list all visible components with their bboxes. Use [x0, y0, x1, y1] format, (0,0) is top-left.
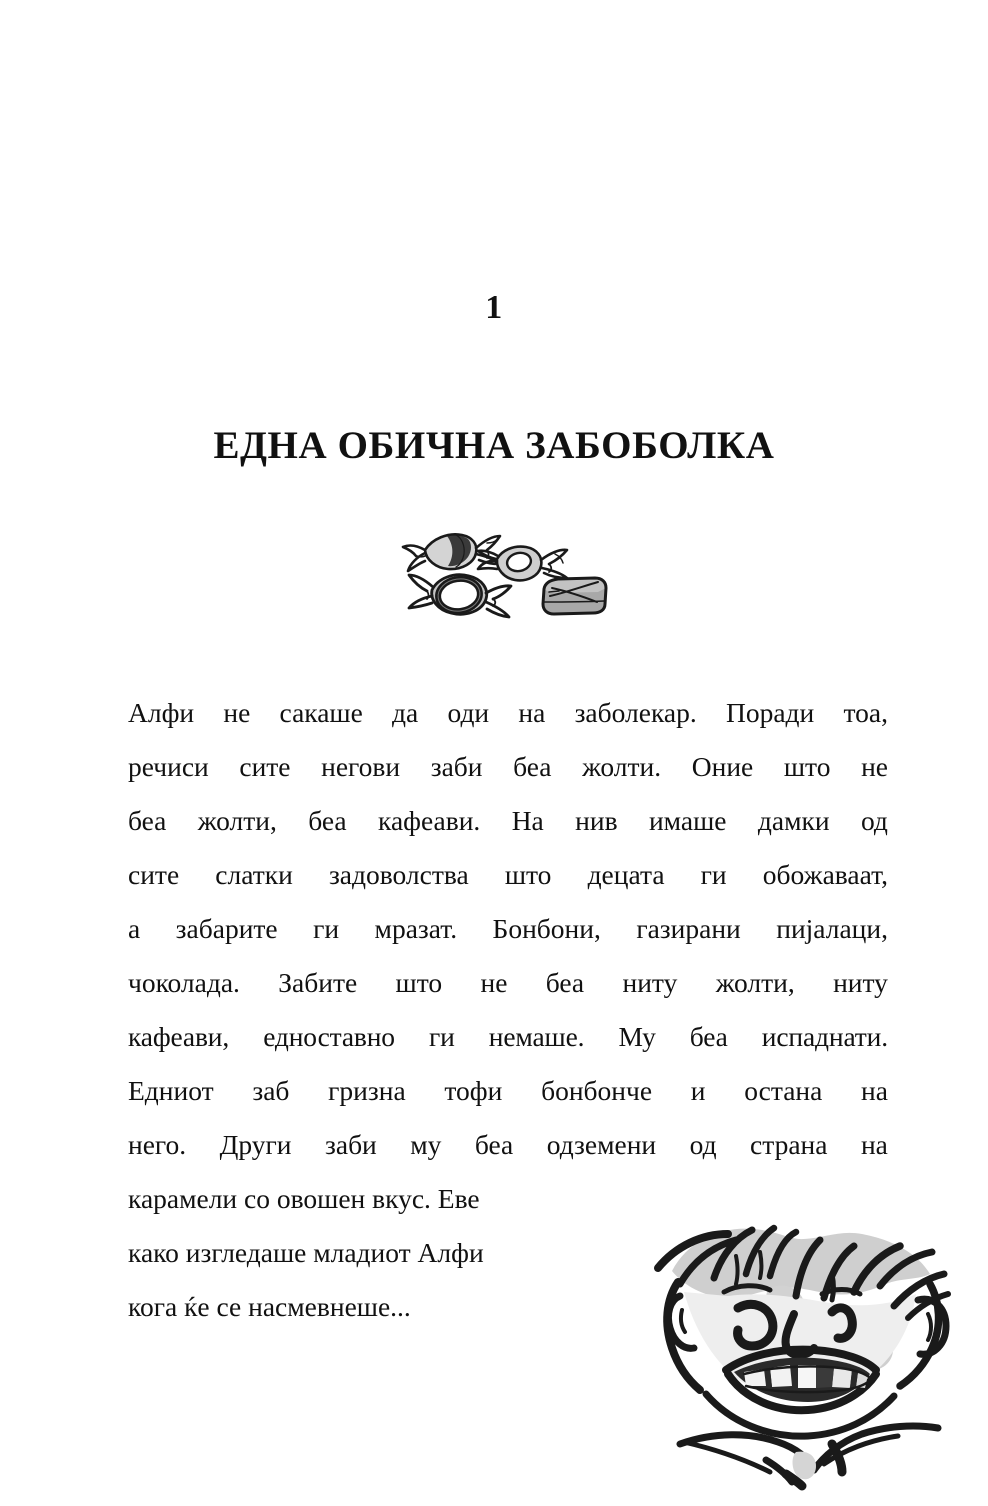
text-line: Алфи не сакаше да оди на заболекар. Поради тоа,: [128, 697, 888, 728]
text-line: сите слатки задоволства што децата ги обожаваат,: [128, 859, 888, 890]
text-line: кафеави, едноставно ги немаше. Му беа испаднати.: [128, 1021, 888, 1052]
text-line: Едниот заб гризна тофи бонбонче и остана на: [128, 1075, 888, 1106]
candies-and-chocolate-illustration: [392, 512, 622, 628]
text-line: речиси сите негови заби беа жолти. Оние што не: [128, 751, 888, 782]
text-line: а забарите ги мразат. Бонбони, газирани пијалаци,: [128, 913, 888, 944]
smiling-boy-with-bad-teeth-illustration: [618, 1196, 988, 1496]
text-line: кога ќе се насмевнеше...: [128, 1291, 411, 1322]
text-line: како изгледаше младиот Алфи: [128, 1237, 484, 1268]
text-line: беа жолти, беа кафеави. На нив имаше дамки од: [128, 805, 888, 836]
chapter-number: 1: [485, 289, 503, 326]
text-line: чоколада. Забите што не беа ниту жолти, ниту: [128, 967, 888, 998]
text-line: него. Други заби му беа одземени од страна на: [128, 1129, 888, 1160]
chapter-title: ЕДНА ОБИЧНА ЗАБОБОЛКА: [213, 424, 775, 468]
text-line: карамели со овошен вкус. Еве: [128, 1183, 480, 1214]
